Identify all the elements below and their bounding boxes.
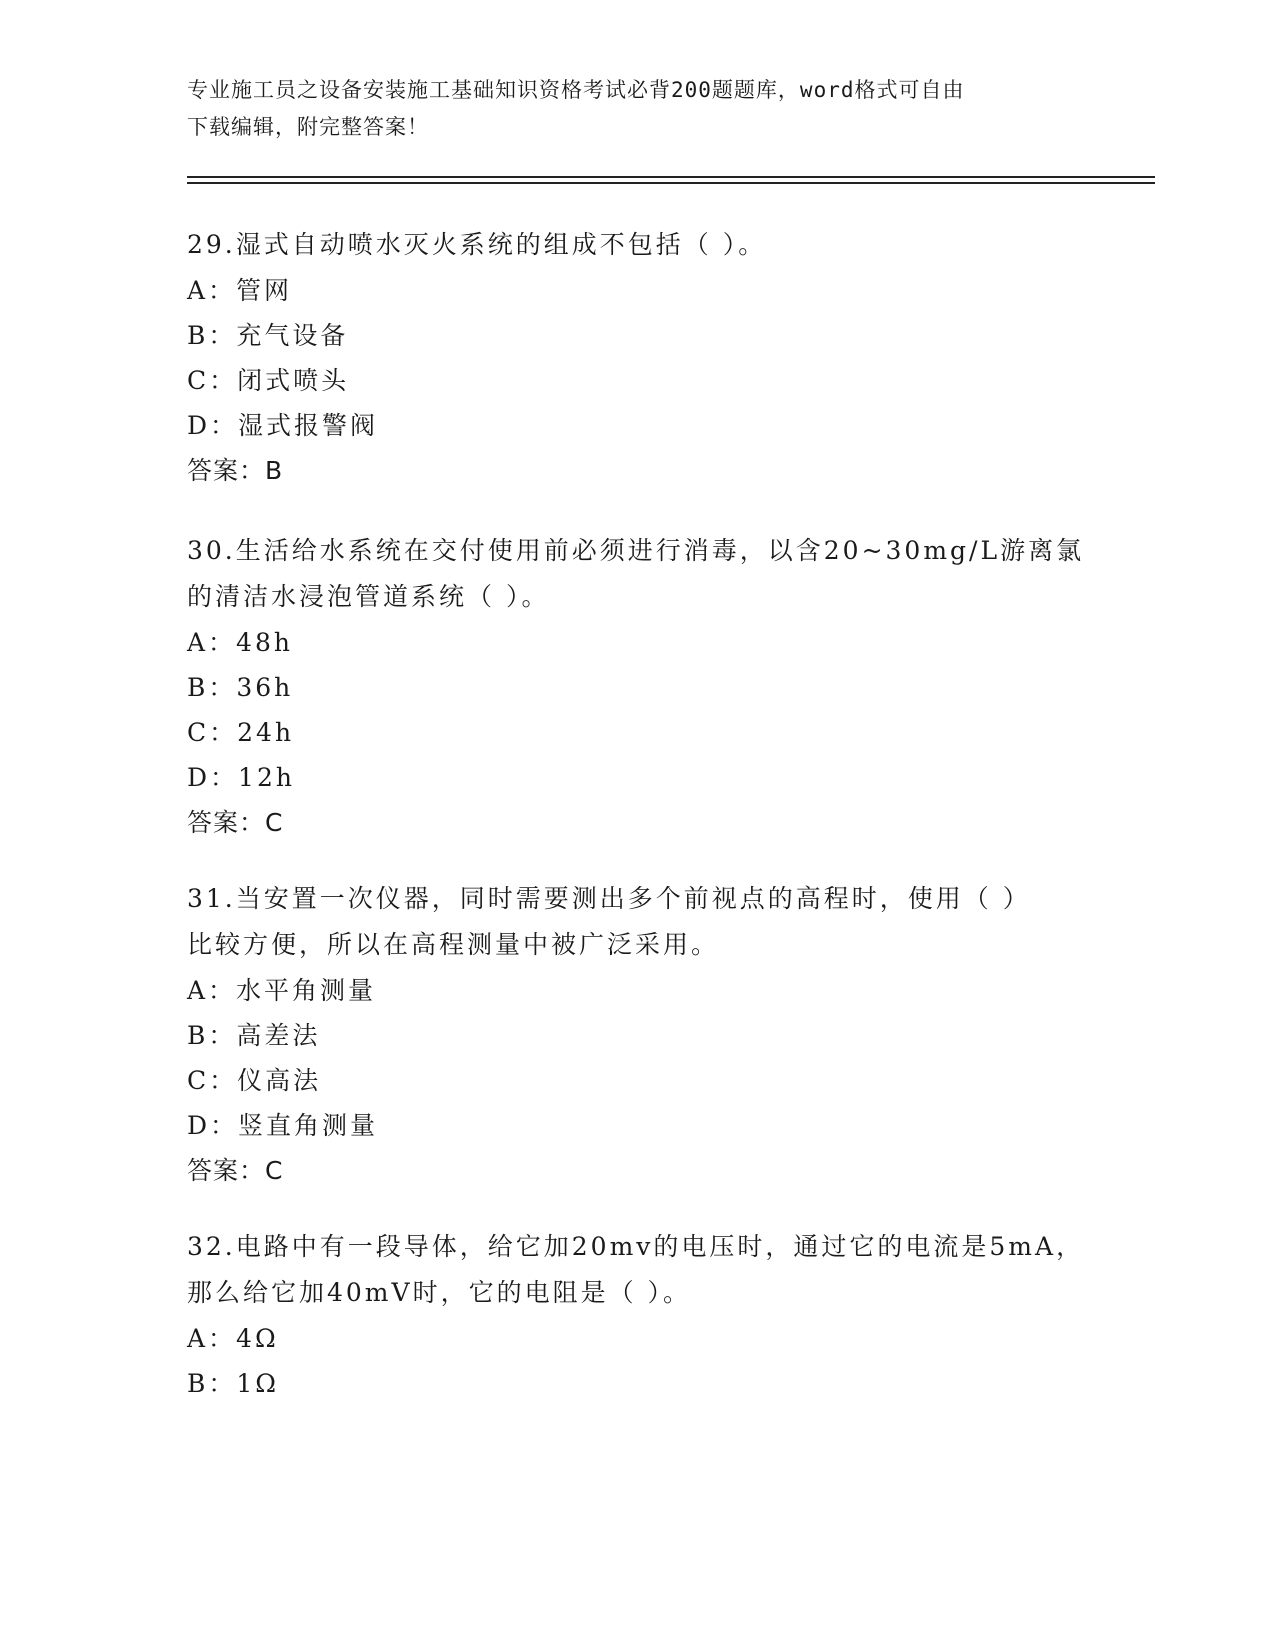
answer: 答案：C (187, 1156, 284, 1185)
option-b: B：1Ω (187, 1369, 280, 1398)
option-d: D：12h (187, 763, 295, 792)
header-rule-bottom (187, 182, 1155, 184)
document-header (187, 72, 1107, 146)
option-a: A：48h (187, 628, 293, 657)
question-30 (187, 528, 1087, 846)
option-b: B：36h (187, 673, 294, 702)
question-stem: 31.当安置一次仪器，同时需要测出多个前视点的高程时，使用（ ） (187, 884, 1031, 913)
option-d: D：竖直角测量 (187, 1111, 379, 1140)
question-31 (187, 876, 1087, 1194)
option-c: C：仪高法 (187, 1066, 322, 1095)
question-stem: 29.湿式自动喷水灭火系统的组成不包括（ ）。 (187, 230, 767, 259)
answer: 答案：C (187, 808, 284, 837)
question-29 (187, 222, 1087, 494)
header-rule-top (187, 176, 1155, 178)
answer: 答案：B (187, 456, 284, 485)
question-32 (187, 1224, 1087, 1406)
option-c: C：24h (187, 718, 295, 747)
option-a: A：管网 (187, 276, 293, 305)
question-stem: 32.电路中有一段导体，给它加20mv的电压时，通过它的电流是5mA， (187, 1232, 1085, 1261)
option-c: C：闭式喷头 (187, 366, 350, 395)
option-a: A：水平角测量 (187, 976, 377, 1005)
question-stem-cont: 比较方便，所以在高程测量中被广泛采用。 (187, 930, 720, 959)
option-b: B：高差法 (187, 1021, 321, 1050)
option-b: B：充气设备 (187, 321, 349, 350)
question-stem-cont: 那么给它加40mV时，它的电阻是（ ）。 (187, 1278, 692, 1307)
option-a: A：4Ω (187, 1324, 279, 1353)
header-line-1: 专业施工员之设备安装施工基础知识资格考试必背200题题库，word格式可自由 (187, 78, 965, 102)
question-stem: 30.生活给水系统在交付使用前必须进行消毒，以含20~30mg/L游离氯 (187, 536, 1085, 565)
header-line-2: 下载编辑，附完整答案！ (187, 115, 429, 139)
option-d: D：湿式报警阀 (187, 411, 379, 440)
question-stem-cont: 的清洁水浸泡管道系统（ ）。 (187, 582, 550, 611)
